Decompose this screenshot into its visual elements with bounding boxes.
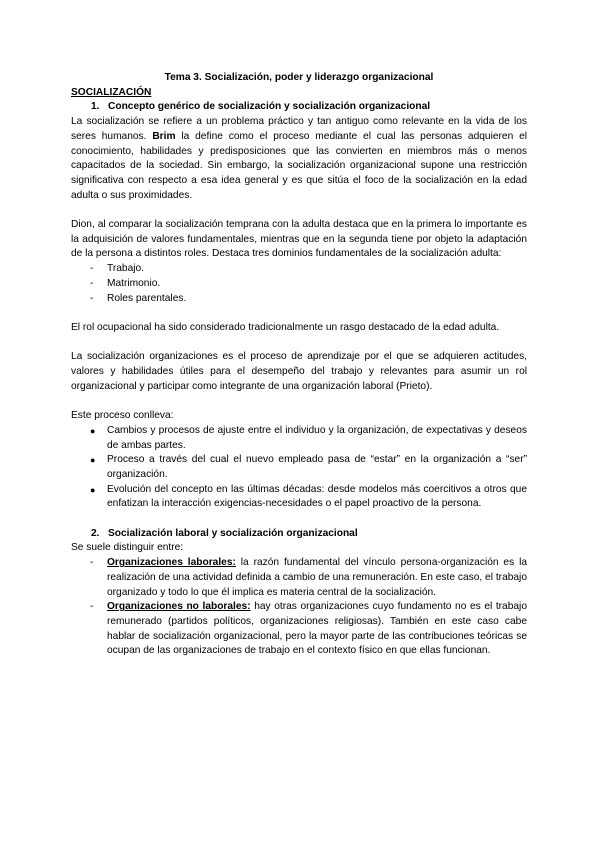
paragraph-dion: Dion, al comparar la socialización temprana con la adulta destaca que en la primera lo importante es la adquisición de valores fundamentales, mientras que en la segunda tiene por objeto la adaptación de la persona a distintos roles. Destaca tres dominios fundamentales de la socialización adulta: <box>71 219 527 260</box>
dash-marker: - <box>90 277 94 289</box>
list-item: ● Proceso a través del cual el nuevo empleado pasa de “estar” en la organización a “ser” organización. <box>90 454 527 480</box>
dash-marker: - <box>90 601 94 613</box>
document-page <box>71 71 527 659</box>
dash-marker: - <box>90 557 94 569</box>
bullet-icon: ● <box>90 425 96 436</box>
bullet-icon: ● <box>90 455 96 466</box>
paragraph-text: La socialización se refiere a un problema práctico y tan antiguo como relevante en la vida de los seres humanos. <box>71 116 527 142</box>
dash-marker: - <box>90 263 94 275</box>
list-item: ● Cambios y procesos de ajuste entre el individuo y la organización, de expectativas y deseos de ambas partes. <box>90 424 527 451</box>
document-title: Tema 3. Socialización, poder y liderazgo organizacional <box>164 72 434 83</box>
domains-list <box>71 262 527 306</box>
term-label: Organizaciones laborales: <box>107 557 236 569</box>
dash-marker: - <box>90 292 94 304</box>
list-item: - Trabajo. <box>71 262 527 277</box>
term-label: Organizaciones no laborales: <box>107 601 251 613</box>
author-brim: Brim <box>152 130 176 142</box>
heading-number: 1. <box>91 101 100 113</box>
list-item: ● Evolución del concepto en las últimas décadas: desde modelos más coercitivos a otros que enfatizan la interacción exigencias-necesidades o el papel proactivo de la persona. <box>90 483 527 510</box>
paragraph-socializacion <box>71 115 527 203</box>
paragraph-definicion: La socialización organizaciones es el proceso de aprendizaje por el que se adquieren actitudes, valores y habilidades útiles para el desempeño del trabajo y relevantes para asumir un rol organizacional y participar como integrante de una organización laboral (Prieto). <box>71 351 527 392</box>
heading-number: 2. <box>91 527 100 539</box>
heading-socializacion-laboral <box>71 527 527 542</box>
heading-text: Socialización laboral y socialización organizacional <box>108 527 358 539</box>
paragraph-rol-ocupacional: El rol ocupacional ha sido considerado tradicionalmente un rasgo destacado de la edad adulta. <box>71 321 500 333</box>
heading-concepto <box>71 100 527 115</box>
process-list <box>71 424 527 512</box>
heading-text: Concepto genérico de socialización y socialización organizacional <box>108 101 431 113</box>
paragraph-conlleva: Este proceso conlleva: <box>71 410 174 422</box>
list-item: - Organizaciones laborales: la razón fundamental del vínculo persona-organización es la realización de una actividad definida a cambio de una remuneración. En este caso, el trabajo organizado y todo lo que él implica es materia central de la socialización. <box>90 557 527 598</box>
paragraph-text: la define como el proceso mediante el cual las personas adquieren el conocimiento, habilidades y predisposiciones que las convierten en miembros más o menos capacitados de la sociedad. Sin embargo, la socialización organizacional supone una restricción significativa con respecto a esa idea general y es que sitúa el foco de la socialización en la edad adulta o sus proximidades. <box>71 130 527 201</box>
org-types-list <box>71 556 527 659</box>
list-item: - Organizaciones no laborales: hay otras organizaciones cuyo fundamento no es el trabajo remunerado (partidos políticos, organizaciones religiosas). También en este caso cabe hablar de socialización organizacional, pero la mayor parte de las contribuciones teóricas se ocupan de las organizaciones de trabajo en el contexto físico en que ellas funcionan. <box>90 601 527 657</box>
paragraph-distinguir: Se suele distinguir entre: <box>71 542 184 554</box>
section-heading: SOCIALIZACIÓN <box>71 86 152 98</box>
list-item: - Matrimonio. <box>71 277 527 292</box>
bullet-icon: ● <box>90 484 96 495</box>
list-item: - Roles parentales. <box>71 292 527 307</box>
